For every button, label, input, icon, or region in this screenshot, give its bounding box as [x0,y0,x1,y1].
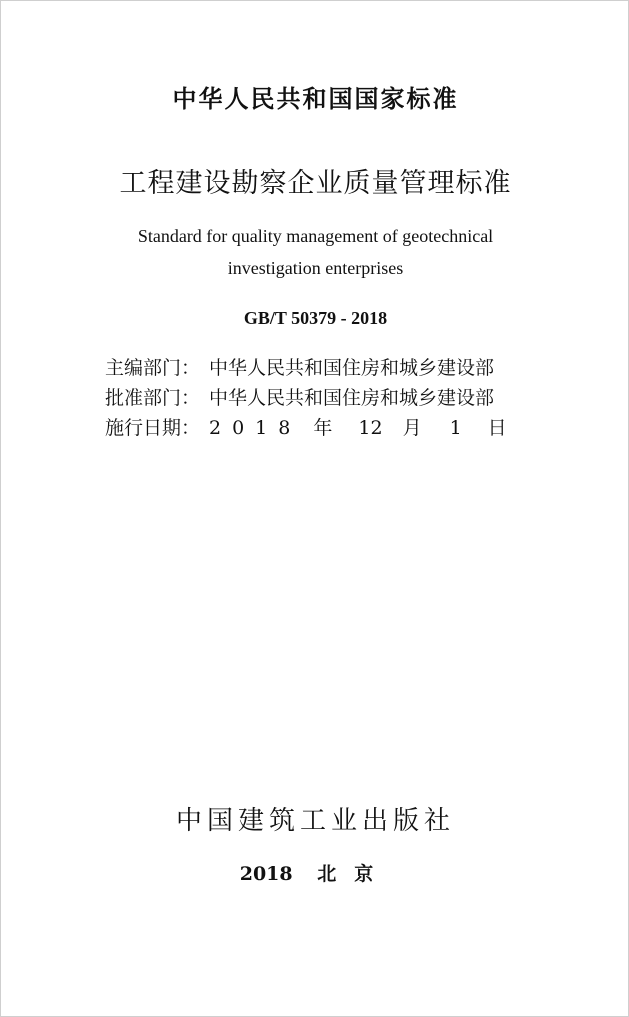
effective-month: 12 [358,417,383,439]
publication-year: 2018 [239,863,293,885]
editor-label: 主编部门： [105,357,201,379]
english-title [1,220,629,284]
editor-value: 中华人民共和国住房和城乡建设部 [209,357,495,379]
effective-year: 2018 [209,417,302,439]
national-standard-heading: 中华人民共和国国家标准 [172,85,459,113]
english-title-line-1: Standard for quality management of geotechnical [137,226,494,246]
effective-year-unit: 年 [313,417,333,439]
publisher: 中国建筑工业出版社 [175,806,455,836]
effective-month-unit: 月 [402,417,422,439]
effective-day-unit: 日 [487,417,507,439]
standard-code: GB/T 50379 - 2018 [243,308,388,328]
effective-date-label: 施行日期： [105,417,201,439]
effective-date-value [209,413,507,443]
publication-year-city [1,859,629,886]
effective-date-row [105,413,507,443]
publication-city: 北京 [317,863,392,885]
chinese-title: 工程建设勘察企业质量管理标准 [119,168,512,199]
approver-value: 中华人民共和国住房和城乡建设部 [209,387,495,409]
approver-label: 批准部门： [105,387,201,409]
standard-metadata [105,353,507,443]
approver-row [105,383,507,413]
editor-row [105,353,507,383]
english-title-line-2: investigation enterprises [227,258,404,278]
effective-day: 1 [449,417,462,439]
